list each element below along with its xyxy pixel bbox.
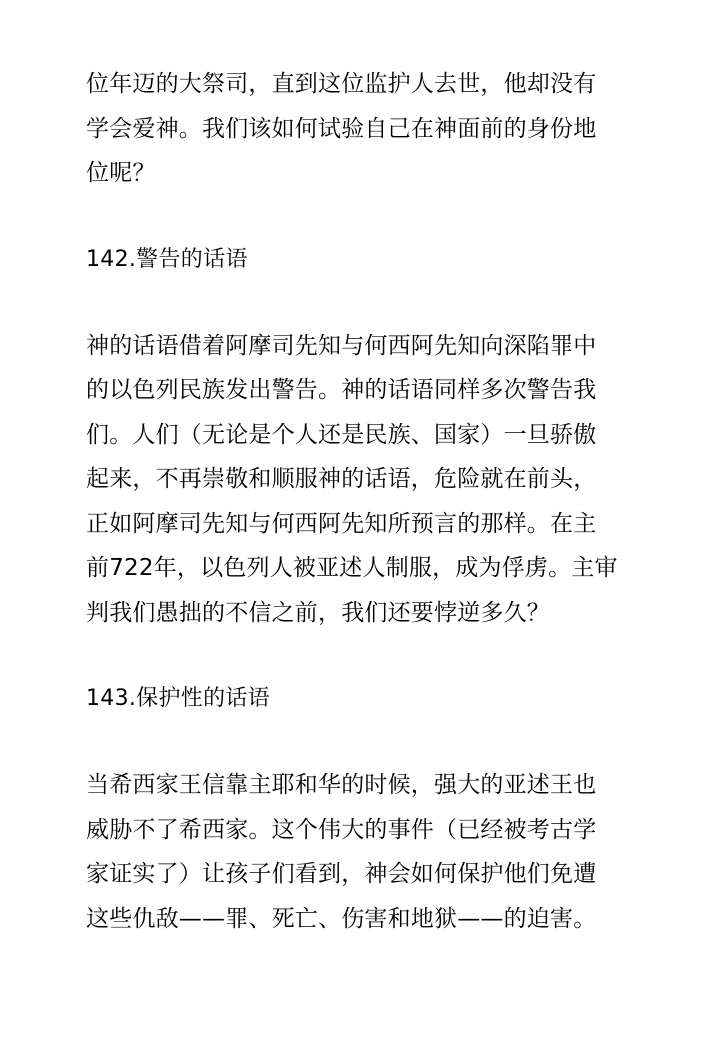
text-line: 正如阿摩司先知与何西阿先知所预言的那样。在主 — [86, 510, 597, 537]
text-line: 前722年，以色列人被亚述人制服，成为俘虏。主审 — [86, 555, 618, 581]
text-line: 学会爱神。我们该如何试验自己在神面前的身份地 — [86, 115, 597, 142]
text-line: 威胁不了希西家。这个伟大的事件（已经被考古学 — [86, 816, 597, 843]
paragraph-section-143 — [86, 763, 646, 941]
spacer — [86, 721, 646, 763]
text-line: 们。人们（无论是个人还是民族、国家）一旦骄傲 — [86, 421, 597, 448]
text-line: 这些仇敌——罪、死亡、伤害和地狱——的迫害。 — [86, 905, 597, 932]
text-line: 起来，不再崇敬和顺服神的话语，危险就在前头， — [86, 466, 597, 492]
paragraph-intro — [86, 62, 646, 196]
text-line: 家证实了）让孩子们看到，神会如何保护他们免遭 — [86, 861, 597, 887]
text-line: 判我们愚拙的不信之前，我们还要悖逆多久？ — [86, 599, 550, 626]
text-line: 位年迈的大祭司，直到这位监护人去世，他却没有 — [86, 71, 597, 97]
section-heading-143: 143.保护性的话语 — [86, 686, 270, 711]
text-line: 神的话语借着阿摩司先知与何西阿先知向深陷罪中 — [86, 332, 597, 359]
spacer — [86, 635, 646, 677]
text-line: 当希西家王信靠主耶和华的时候，强大的亚述王也 — [86, 772, 597, 798]
document-page — [86, 62, 646, 941]
text-line: 的以色列民族发出警告。神的话语同样多次警告我 — [86, 377, 597, 403]
spacer — [86, 282, 646, 324]
paragraph-section-142 — [86, 324, 646, 636]
text-line: 位呢？ — [86, 160, 156, 186]
section-heading-142: 142.警告的话语 — [86, 246, 248, 272]
spacer — [86, 196, 646, 238]
